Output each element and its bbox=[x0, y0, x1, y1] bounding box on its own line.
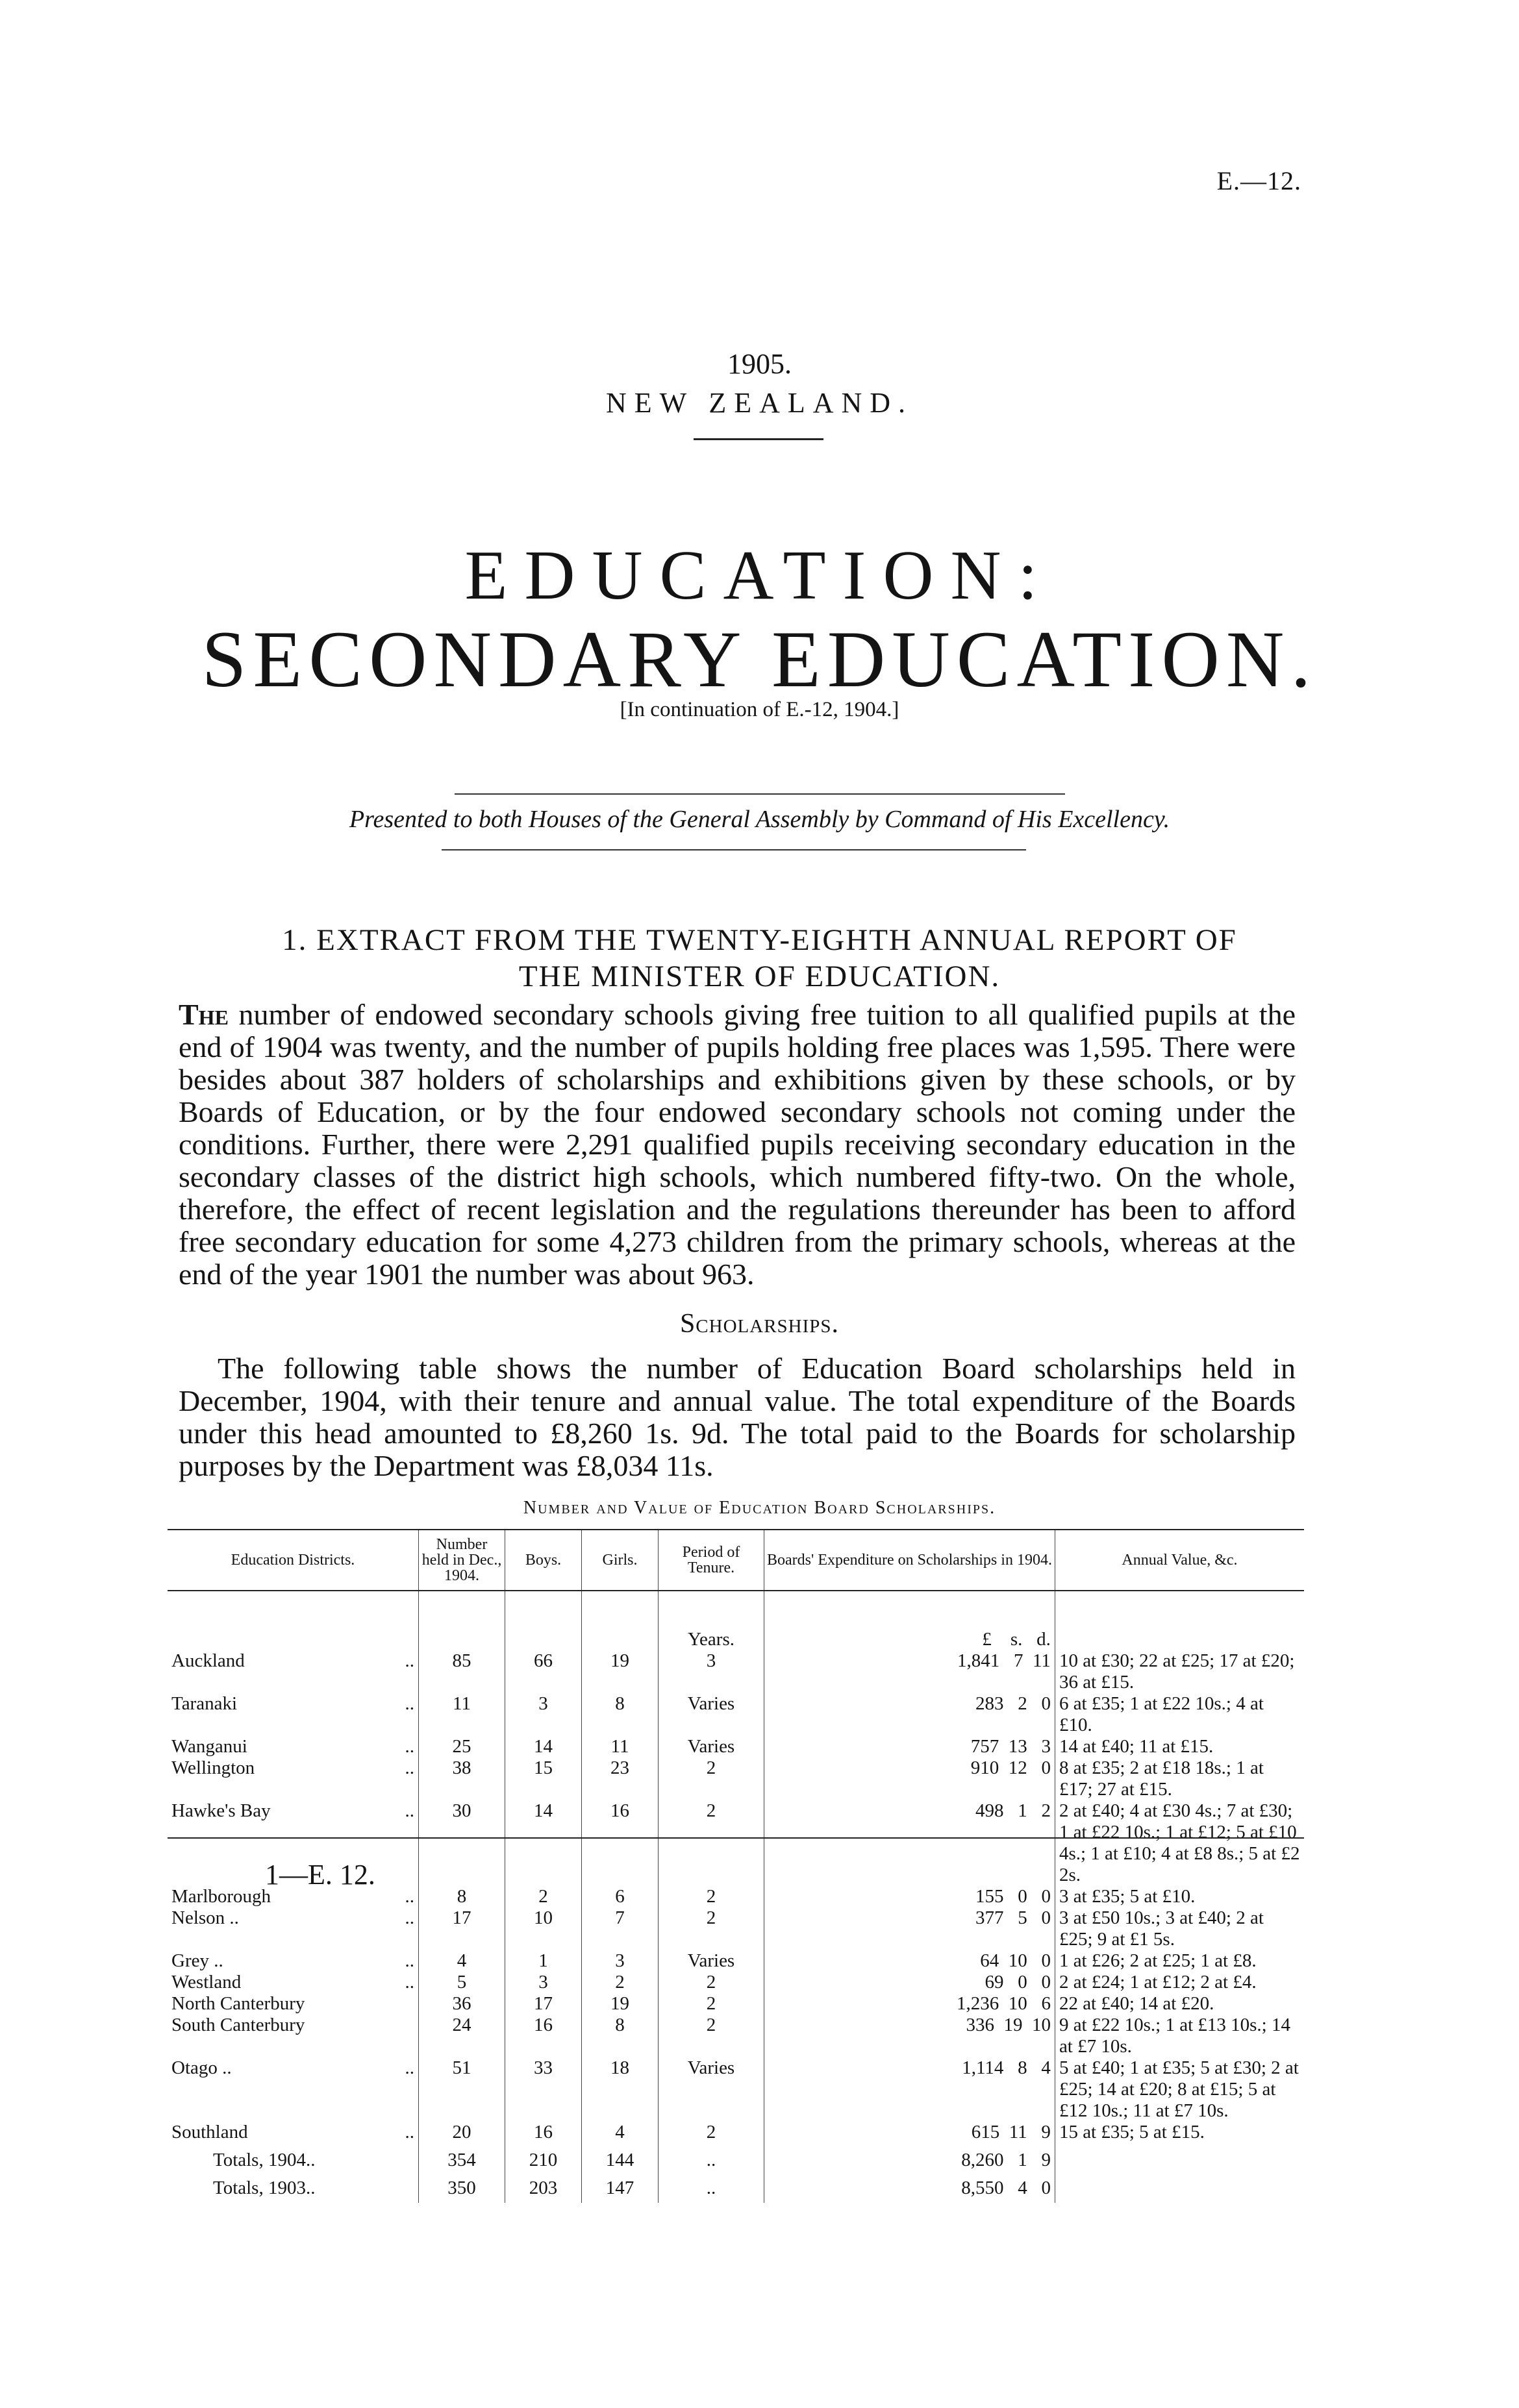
table-header-row bbox=[168, 1530, 1304, 1591]
cell-annual: 6 at £35; 1 at £22 10s.; 4 at £10. bbox=[1055, 1693, 1304, 1736]
leader-dots: .. bbox=[405, 1650, 414, 1671]
cell-annual: 8 at £35; 2 at £18 18s.; 1 at £17; 27 at £15. bbox=[1055, 1757, 1304, 1800]
cell-period: Varies bbox=[659, 1950, 764, 1972]
table-row bbox=[168, 1693, 1304, 1736]
cell-number: 25 bbox=[419, 1736, 505, 1757]
cell-district bbox=[168, 1757, 419, 1800]
period-units: Years. bbox=[659, 1591, 764, 1650]
page-code: E.—12. bbox=[1216, 166, 1301, 195]
paragraph-text: number of endowed secondary schools giving free tuition to all qualified pupils at the end of 1904 was twenty, and the number of pupils holding free places was 1,595. There were besides about 387 holders of scholarships and exhibitions given by these schools, or by Boards of Education, or by the four endowed secondary schools not coming under the conditions. Further, there were 2,291 qualified pupils receiving secondary education in the secondary classes of the district high schools, which numbered fifty-two. On the whole, therefore, the effect of recent legislation and the regulations thereunder has been to afford free secondary education for some 4,273 children from the primary schools, whereas at the end of the year 1901 the number was about 963. bbox=[179, 998, 1296, 1291]
cell-boys: 16 bbox=[505, 2122, 582, 2143]
leader-dots: .. bbox=[405, 1907, 414, 1928]
cell-expenditure: 377 5 0 bbox=[764, 1907, 1055, 1950]
cell-district bbox=[168, 1736, 419, 1757]
intro-paragraph bbox=[179, 999, 1296, 1291]
cell-boys: 66 bbox=[505, 1650, 582, 1693]
district-name: Auckland bbox=[171, 1650, 245, 1671]
leader-dots: .. bbox=[405, 1800, 414, 1821]
country-name: NEW ZEALAND. bbox=[605, 387, 914, 419]
cell-expenditure: 757 13 3 bbox=[764, 1736, 1055, 1757]
district-name: Westland bbox=[171, 1972, 242, 1992]
cell-boys: 17 bbox=[505, 1993, 582, 2015]
header-annual-value: Annual Value, &c. bbox=[1055, 1530, 1304, 1591]
cell-number: 20 bbox=[419, 2122, 505, 2143]
totals-girls: 144 bbox=[582, 2143, 659, 2171]
cell-annual: 1 at £26; 2 at £25; 1 at £8. bbox=[1055, 1950, 1304, 1972]
cell-expenditure: 69 0 0 bbox=[764, 1972, 1055, 1993]
table-row bbox=[168, 2015, 1304, 2057]
cell-girls: 23 bbox=[582, 1757, 659, 1800]
cell-annual: 22 at £40; 14 at £20. bbox=[1055, 1993, 1304, 2015]
cell-annual: 3 at £35; 5 at £10. bbox=[1055, 1886, 1304, 1907]
leader-dots: .. bbox=[405, 1886, 414, 1907]
footer-code: 1—E. 12. bbox=[265, 1859, 375, 1891]
cell-annual: 10 at £30; 22 at £25; 17 at £20; 36 at £15. bbox=[1055, 1650, 1304, 1693]
cell-period: 2 bbox=[659, 1907, 764, 1950]
cell-girls: 16 bbox=[582, 1800, 659, 1886]
district-name: Hawke's Bay bbox=[171, 1800, 271, 1821]
cell-boys: 15 bbox=[505, 1757, 582, 1800]
document-subtitle: SECONDARY EDUCATION. bbox=[201, 615, 1318, 704]
divider-rule bbox=[168, 1837, 1304, 1839]
cell-annual: 2 at £24; 1 at £12; 2 at £4. bbox=[1055, 1972, 1304, 1993]
cell-district bbox=[168, 1950, 419, 1972]
cell-period: 2 bbox=[659, 1972, 764, 1993]
district-name: Grey .. bbox=[171, 1950, 223, 1971]
cell-boys: 3 bbox=[505, 1972, 582, 1993]
leader-dots: .. bbox=[405, 1757, 414, 1778]
units-row bbox=[168, 1591, 1304, 1650]
divider-rule bbox=[455, 793, 1065, 795]
totals-label: Totals, 1903.. bbox=[213, 2178, 316, 2198]
cell-expenditure: 498 1 2 bbox=[764, 1800, 1055, 1886]
totals-empty bbox=[1055, 2143, 1304, 2171]
section-heading bbox=[0, 922, 1519, 995]
totals-empty bbox=[1055, 2171, 1304, 2203]
table-body bbox=[168, 1591, 1304, 2203]
table-row bbox=[168, 1736, 1304, 1757]
totals-number: 354 bbox=[419, 2143, 505, 2171]
cell-district bbox=[168, 1650, 419, 1693]
cell-girls: 19 bbox=[582, 1993, 659, 2015]
leader-dots: .. bbox=[405, 1693, 414, 1714]
cell-expenditure: 155 0 0 bbox=[764, 1886, 1055, 1907]
header-period: Period of Tenure. bbox=[659, 1530, 764, 1591]
table-row bbox=[168, 2122, 1304, 2143]
leader-dots: .. bbox=[405, 1950, 414, 1971]
cell-annual: 9 at £22 10s.; 1 at £13 10s.; 14 at £7 10s. bbox=[1055, 2015, 1304, 2057]
district-name: Southland bbox=[171, 2122, 248, 2142]
district-name: South Canterbury bbox=[171, 2015, 305, 2035]
cell-number: 8 bbox=[419, 1886, 505, 1907]
cell-boys: 3 bbox=[505, 1693, 582, 1736]
cell-girls: 8 bbox=[582, 1693, 659, 1736]
divider-rule bbox=[694, 438, 823, 440]
cell-period: 2 bbox=[659, 2015, 764, 2057]
document-title: EDUCATION: bbox=[464, 537, 1055, 614]
cell-period: 2 bbox=[659, 1993, 764, 2015]
cell-boys: 10 bbox=[505, 1907, 582, 1950]
scholarships-paragraph: The following table shows the number of Education Board scholarships held in December, 1904, with their tenure and annual value. The total expenditure of the Boards under this head amounted to £8,260 1s. 9d. The total paid to the Boards for scholarship purposes by the Department was £8,034 11s. bbox=[179, 1352, 1296, 1482]
table-row bbox=[168, 2057, 1304, 2122]
cell-expenditure: 1,236 10 6 bbox=[764, 1993, 1055, 2015]
totals-label: Totals, 1904.. bbox=[213, 2150, 316, 2170]
table-row bbox=[168, 1993, 1304, 2015]
scholarships-heading: Scholarships. bbox=[679, 1309, 840, 1339]
cell-boys: 1 bbox=[505, 1950, 582, 1972]
table-row bbox=[168, 1650, 1304, 1693]
district-name: Nelson .. bbox=[171, 1907, 239, 1928]
leader-dots: .. bbox=[405, 2122, 414, 2142]
presented-line: Presented to both Houses of the General Assembly by Command of His Excellency. bbox=[349, 806, 1170, 833]
cell-period: Varies bbox=[659, 1693, 764, 1736]
cell-expenditure: 283 2 0 bbox=[764, 1693, 1055, 1736]
cell-girls: 7 bbox=[582, 1907, 659, 1950]
header-expenditure: Boards' Expenditure on Scholarships in 1904. bbox=[764, 1530, 1055, 1591]
district-name: Marlborough bbox=[171, 1886, 271, 1907]
cell-period: 2 bbox=[659, 1757, 764, 1800]
table-title: Number and Value of Education Board Scholarships. bbox=[523, 1498, 996, 1518]
cell-girls: 2 bbox=[582, 1972, 659, 1993]
cell-number: 4 bbox=[419, 1950, 505, 1972]
cell-girls: 6 bbox=[582, 1886, 659, 1907]
totals-number: 350 bbox=[419, 2171, 505, 2203]
totals-boys: 203 bbox=[505, 2171, 582, 2203]
totals-expenditure: 8,550 4 0 bbox=[764, 2171, 1055, 2203]
cell-number: 85 bbox=[419, 1650, 505, 1693]
cell-number: 30 bbox=[419, 1800, 505, 1886]
district-name: Otago .. bbox=[171, 2057, 232, 2078]
cell-girls: 11 bbox=[582, 1736, 659, 1757]
totals-row bbox=[168, 2171, 1304, 2203]
cell-expenditure: 615 11 9 bbox=[764, 2122, 1055, 2143]
header-girls: Girls. bbox=[582, 1530, 659, 1591]
header-boys: Boys. bbox=[505, 1530, 582, 1591]
totals-boys: 210 bbox=[505, 2143, 582, 2171]
cell-district bbox=[168, 1972, 419, 1993]
totals-period: .. bbox=[659, 2171, 764, 2203]
table-row bbox=[168, 1907, 1304, 1950]
continuation-note: [In continuation of E.-12, 1904.] bbox=[620, 698, 899, 721]
cell-district bbox=[168, 1907, 419, 1950]
cell-number: 51 bbox=[419, 2057, 505, 2122]
cell-district bbox=[168, 2015, 419, 2057]
district-name: North Canterbury bbox=[171, 1993, 305, 2014]
cell-period: Varies bbox=[659, 2057, 764, 2122]
district-name: Wanganui bbox=[171, 1736, 247, 1757]
divider-rule bbox=[442, 849, 1026, 850]
cell-number: 36 bbox=[419, 1993, 505, 2015]
paragraph-lead-word: The bbox=[179, 998, 229, 1031]
cell-district bbox=[168, 2057, 419, 2122]
header-number: Number held in Dec., 1904. bbox=[419, 1530, 505, 1591]
cell-annual: 3 at £50 10s.; 3 at £40; 2 at £25; 9 at £1 5s. bbox=[1055, 1907, 1304, 1950]
cell-boys: 14 bbox=[505, 1736, 582, 1757]
cell-district bbox=[168, 1693, 419, 1736]
header-district: Education Districts. bbox=[168, 1530, 419, 1591]
cell-annual: 14 at £40; 11 at £15. bbox=[1055, 1736, 1304, 1757]
cell-expenditure: 64 10 0 bbox=[764, 1950, 1055, 1972]
table-row bbox=[168, 1972, 1304, 1993]
leader-dots: .. bbox=[405, 2057, 414, 2078]
cell-period: 2 bbox=[659, 2122, 764, 2143]
cell-annual: 5 at £40; 1 at £35; 5 at £30; 2 at £25; 14 at £20; 8 at £15; 5 at £12 10s.; 11 at £7 10s. bbox=[1055, 2057, 1304, 2122]
cell-girls: 4 bbox=[582, 2122, 659, 2143]
district-name: Wellington bbox=[171, 1757, 255, 1778]
cell-girls: 3 bbox=[582, 1950, 659, 1972]
cell-girls: 18 bbox=[582, 2057, 659, 2122]
cell-number: 5 bbox=[419, 1972, 505, 1993]
cell-period: Varies bbox=[659, 1736, 764, 1757]
cell-boys: 14 bbox=[505, 1800, 582, 1886]
table-row bbox=[168, 1757, 1304, 1800]
leader-dots: .. bbox=[405, 1972, 414, 1992]
table-row bbox=[168, 1950, 1304, 1972]
cell-boys: 16 bbox=[505, 2015, 582, 2057]
cell-expenditure: 1,114 8 4 bbox=[764, 2057, 1055, 2122]
cell-district bbox=[168, 1993, 419, 2015]
cell-expenditure: 1,841 7 11 bbox=[764, 1650, 1055, 1693]
cell-period: 3 bbox=[659, 1650, 764, 1693]
cell-number: 17 bbox=[419, 1907, 505, 1950]
cell-annual: 2 at £40; 4 at £30 4s.; 7 at £30; 1 at £22 10s.; 1 at £12; 5 at £10 4s.; 1 at £10; 4 at £8 8s.; 5 at £2 2s. bbox=[1055, 1800, 1304, 1886]
totals-expenditure: 8,260 1 9 bbox=[764, 2143, 1055, 2171]
cell-expenditure: 336 19 10 bbox=[764, 2015, 1055, 2057]
cell-number: 11 bbox=[419, 1693, 505, 1736]
publication-year: 1905. bbox=[727, 348, 792, 380]
section-heading-line1: 1. EXTRACT FROM THE TWENTY-EIGHTH ANNUAL REPORT OF bbox=[282, 923, 1237, 957]
cell-expenditure: 910 12 0 bbox=[764, 1757, 1055, 1800]
cell-annual: 15 at £35; 5 at £15. bbox=[1055, 2122, 1304, 2143]
district-name: Taranaki bbox=[171, 1693, 238, 1714]
totals-girls: 147 bbox=[582, 2171, 659, 2203]
cell-girls: 8 bbox=[582, 2015, 659, 2057]
cell-boys: 33 bbox=[505, 2057, 582, 2122]
cell-girls: 19 bbox=[582, 1650, 659, 1693]
expenditure-units: £ s. d. bbox=[764, 1591, 1055, 1650]
cell-period: 2 bbox=[659, 1886, 764, 1907]
totals-row bbox=[168, 2143, 1304, 2171]
cell-period: 2 bbox=[659, 1800, 764, 1886]
cell-number: 24 bbox=[419, 2015, 505, 2057]
cell-district bbox=[168, 2122, 419, 2143]
totals-period: .. bbox=[659, 2143, 764, 2171]
section-heading-line2: THE MINISTER OF EDUCATION. bbox=[518, 960, 1001, 993]
leader-dots: .. bbox=[405, 1736, 414, 1757]
cell-number: 38 bbox=[419, 1757, 505, 1800]
cell-boys: 2 bbox=[505, 1886, 582, 1907]
